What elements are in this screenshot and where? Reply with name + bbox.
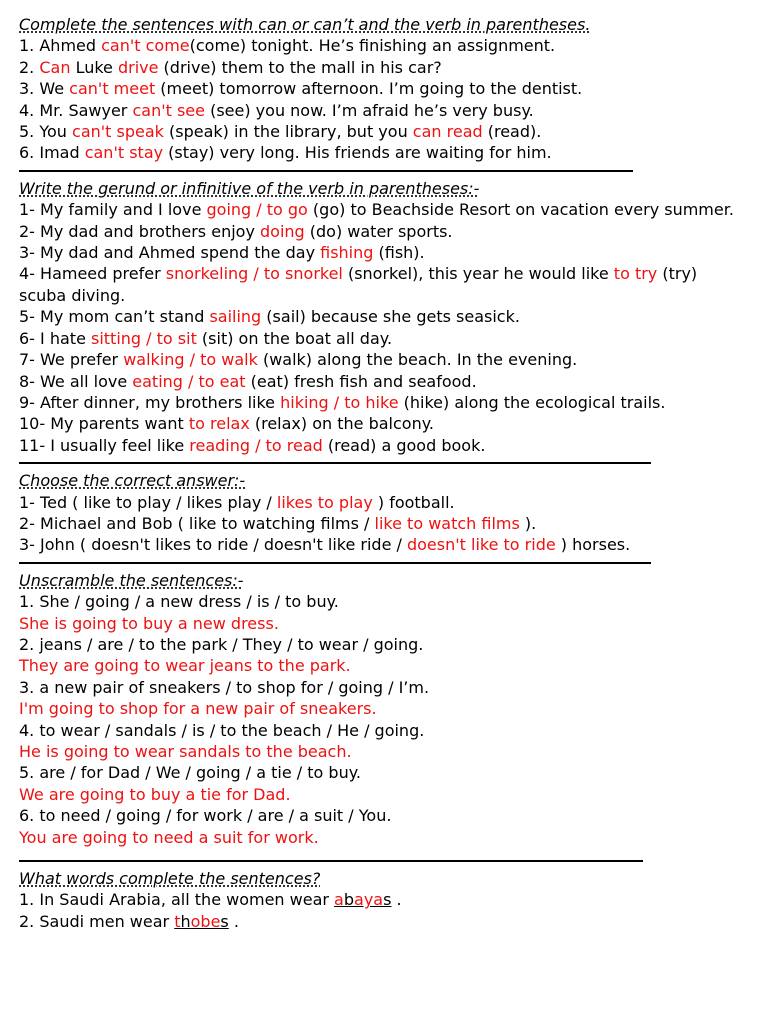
section-heading: Unscramble the sentences:- [19, 570, 244, 590]
answer-sentence: You are going to need a suit for work. [19, 827, 319, 847]
answer-text: likes to play [276, 492, 373, 512]
question-text: (go) to Beachside Resort on vacation every summer. [307, 200, 734, 220]
answer-text: can't meet [69, 79, 156, 99]
question-text: 4- Hameed prefer [19, 264, 166, 284]
section-divider [19, 860, 643, 862]
question-text: 3- My dad and Ahmed spend the day [19, 243, 321, 263]
scrambled-sentence: 1. She / going / a new dress / is / to buy. [19, 592, 339, 612]
question-text: 1- Ted ( like to play / likes play / [19, 492, 277, 512]
question-text: 1- My family and I love [19, 200, 207, 220]
question-text: (fish). [373, 243, 425, 263]
answer-text: going / to go [206, 200, 308, 220]
answer-letters: obe [190, 911, 221, 931]
answer-sentence: I'm going to shop for a new pair of sneakers. [19, 699, 377, 719]
section-choose-answer [19, 470, 768, 556]
answer-text: to try [613, 264, 658, 284]
answer-text: sailing [209, 307, 262, 327]
scrambled-sentence: 6. to need / going / for work / are / a suit / You. [19, 806, 392, 826]
answer-sentence: We are going to buy a tie for Dad. [19, 784, 291, 804]
answer-text: hiking / to hike [280, 392, 399, 412]
given-letters: s [220, 911, 229, 931]
scrambled-sentence: 5. are / for Dad / We / going / a tie / to buy. [19, 763, 361, 783]
scrambled-sentence: 3. a new pair of sneakers / to shop for / going / I’m. [19, 677, 430, 697]
section-unscramble [19, 570, 768, 848]
question-text: 5. You [19, 122, 73, 142]
answer-text: sitting / to sit [91, 328, 197, 348]
question-text: (see) you now. I’m afraid he’s very busy. [205, 100, 534, 120]
question-text: 11- I usually feel like [19, 435, 190, 455]
question-text: (relax) on the balcony. [249, 414, 434, 434]
answer-text: doing [260, 221, 305, 241]
answer-word [174, 912, 229, 931]
section-complete-words [19, 868, 768, 932]
question-text: ). [519, 513, 537, 533]
question-text: (speak) in the library, but you [163, 122, 413, 142]
exercise-line [19, 306, 768, 327]
answer-letters: aya [354, 890, 384, 910]
section-heading: Complete the sentences with can or can’t and the verb in parentheses. [19, 15, 591, 34]
answer-text: drive [117, 57, 159, 77]
exercise-line [19, 221, 768, 242]
scrambled-sentence: 2. jeans / are / to the park / They / to wear / going. [19, 634, 424, 654]
question-text: 2. Saudi men wear [19, 911, 175, 931]
answer-text: doesn't like to ride [406, 535, 556, 555]
answer-sentence: He is going to wear sandals to the beach. [19, 742, 352, 761]
exercise-line [19, 35, 768, 56]
question-text: (hike) along the ecological trails. [398, 392, 666, 412]
section-heading: What words complete the sentences? [19, 869, 321, 889]
answer-sentence: They are going to wear jeans to the park. [19, 656, 351, 676]
question-text: 7- We prefer [19, 350, 124, 370]
answer-sentence: She is going to buy a new dress. [19, 613, 279, 633]
question-text: 8- We all love [19, 371, 133, 391]
question-text: Luke [70, 57, 118, 77]
exercise-line [19, 513, 768, 534]
section-can-cant [19, 14, 768, 164]
question-text: 3. We [19, 79, 70, 99]
question-text: ) football. [372, 492, 455, 512]
question-text: (drive) them to the mall in his car? [158, 57, 442, 77]
answer-text: to relax [188, 414, 250, 434]
question-text: 2. [19, 57, 40, 77]
section-heading: Write the gerund or infinitive of the verb in parentheses:- [19, 178, 480, 198]
question-text: 4. Mr. Sawyer [19, 100, 133, 120]
question-text: 2- Michael and Bob ( like to watching films / [19, 513, 375, 533]
exercise-line [19, 142, 768, 163]
answer-text: can't speak [72, 122, 164, 142]
answer-text: snorkeling / to snorkel [165, 264, 343, 284]
answer-text: can read [412, 122, 483, 142]
section-divider [19, 462, 651, 464]
answer-text: can't see [132, 100, 205, 120]
given-letters: s [383, 890, 392, 910]
answer-text: fishing [320, 243, 374, 263]
answer-letters: t [174, 911, 181, 931]
exercise-line [19, 435, 768, 456]
question-text: 3- John ( doesn't likes to ride / doesn't like ride / [19, 535, 407, 555]
question-text: (meet) tomorrow afternoon. I’m going to the dentist. [155, 79, 583, 99]
exercise-line [19, 121, 768, 142]
exercise-line [19, 199, 747, 220]
section-divider [19, 562, 651, 564]
exercise-line [19, 889, 768, 910]
question-text: (snorkel), this year he would like [342, 264, 614, 284]
question-text: 6- I hate [19, 328, 91, 348]
exercise-line [19, 100, 768, 121]
answer-text: reading / to read [189, 435, 323, 455]
question-text: 2- My dad and brothers enjoy [19, 221, 260, 241]
question-text: (read). [482, 122, 542, 142]
question-text: (do) water sports. [304, 221, 453, 241]
section-heading: Choose the correct answer:- [19, 471, 246, 491]
exercise-line [19, 911, 768, 932]
answer-text: walking / to walk [123, 350, 258, 370]
exercise-line [19, 349, 768, 370]
question-text: (try) scuba diving. [19, 264, 698, 305]
question-text: (read) a good book. [322, 435, 486, 455]
exercise-line [19, 57, 768, 78]
exercise-line [19, 328, 768, 349]
exercise-line [19, 392, 747, 413]
scrambled-sentence: 4. to wear / sandals / is / to the beach / He / going. [19, 720, 425, 740]
exercise-line [19, 78, 768, 99]
question-text: (sail) because she gets seasick. [261, 307, 520, 327]
question-text: (walk) along the beach. In the evening. [257, 350, 578, 370]
answer-text: like to watch films [374, 513, 520, 533]
answer-text: can't stay [84, 143, 164, 163]
question-text: 9- After dinner, my brothers like [19, 392, 281, 412]
question-text: 10- My parents want [19, 414, 189, 434]
question-text: . [391, 890, 402, 910]
exercise-line [19, 242, 768, 263]
section-gerund-infinitive [19, 178, 768, 456]
given-letters: b [343, 890, 355, 910]
answer-text: Can [39, 57, 71, 77]
given-letters: h [180, 911, 191, 931]
question-text: 6. Imad [19, 143, 85, 163]
answer-text: eating / to eat [132, 371, 246, 391]
question-text: (eat) fresh fish and seafood. [245, 371, 477, 391]
question-text: (sit) on the boat all day. [196, 328, 393, 348]
answer-letters: a [334, 890, 344, 910]
exercise-line [19, 263, 747, 306]
question-text: 1. Ahmed [19, 36, 102, 56]
question-text: . [228, 911, 239, 931]
question-text: 1. In Saudi Arabia, all the women wear [19, 890, 335, 910]
exercise-line [19, 534, 768, 555]
question-text: (stay) very long. His friends are waiting for him. [163, 143, 552, 163]
section-divider [19, 170, 633, 172]
answer-text: can't come [101, 36, 190, 56]
question-text: (come) tonight. He’s finishing an assignment. [189, 36, 556, 56]
question-text: 5- My mom can’t stand [19, 307, 210, 327]
question-text: ) horses. [555, 535, 631, 555]
exercise-line [19, 413, 768, 434]
exercise-line [19, 371, 768, 392]
exercise-line [19, 492, 768, 513]
answer-word [334, 890, 391, 909]
